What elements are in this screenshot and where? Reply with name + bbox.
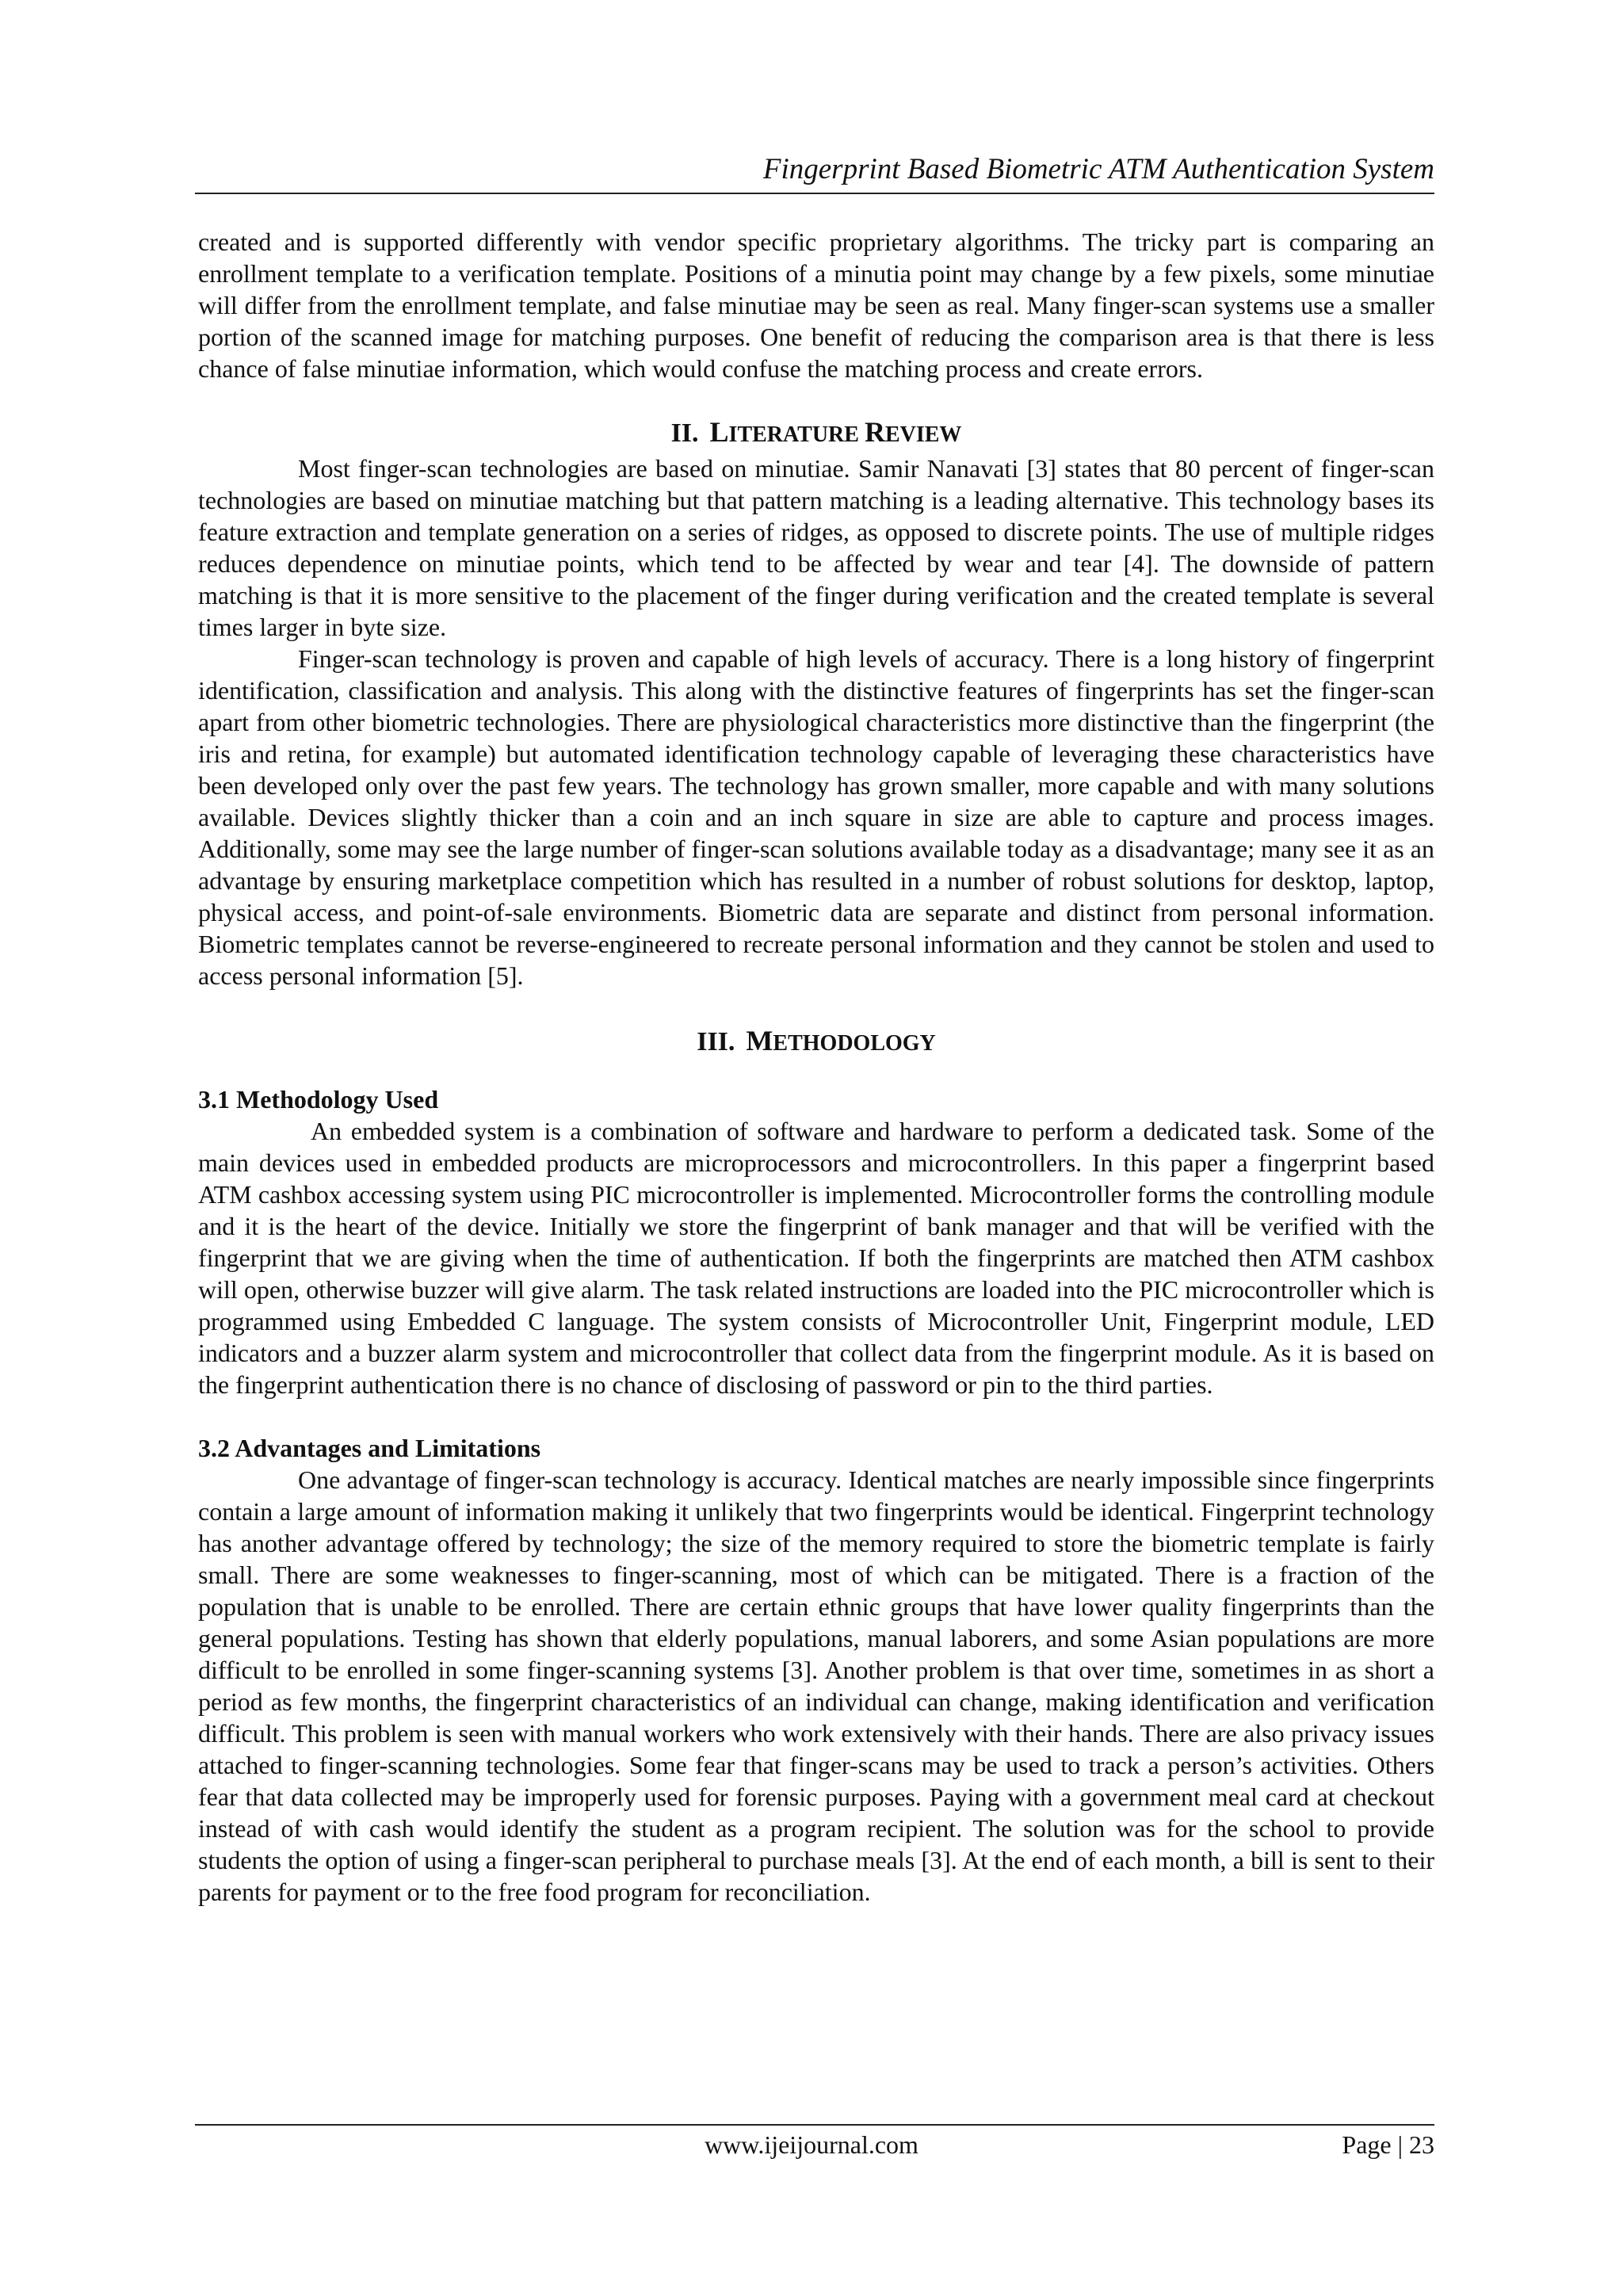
section-2-paragraph: Finger-scan technology is proven and capable of high levels of accuracy. There is a long history of fingerprint identification, classification and analysis. This along with the distinctive features of fingerprints has set the finger-scan apart from other biometric technologies. There are physiological characteristics more distinctive than the fingerprint (the iris and retina, for example) but automated identification technology capable of leveraging these characteristics have been developed only over the past few years. The technology has grown smaller, more capable and with many solutions available. Devices slightly thicker than a coin and an inch square in size are able to capture and process images. Additionally, some may see the large number of finger-scan solutions available today as a disadvantage; many see it as an advantage by ensuring marketplace competition which has resulted in a number of robust solutions for desktop, laptop, physical access, and point-of-sale environments. Biometric data are separate and distinct from personal information. Biometric templates cannot be reverse-engineered to recreate personal information and they cannot be stolen and used to access personal information [5]. — [198, 644, 1434, 990]
section-2-number: II. — [670, 418, 699, 448]
subsection-3-2-paragraph: One advantage of finger-scan technology is accuracy. Identical matches are nearly impossible since fingerprints contain a large amount of information making it unlikely that two fingerprints would be identical. Fingerprint technology has another advantage offered by technology; the size of the memory required to store the biometric template is fairly small. There are some weaknesses to finger-scanning, most of which can be mitigated. There is a fraction of the population that is unable to be enrolled. There are certain ethnic groups that have lower quality fingerprints than the general populations. Testing has shown that elderly populations, manual laborers, and some Asian populations are more difficult to be enrolled in some finger-scanning systems [3]. Another problem is that over time, sometimes in as short a period as few months, the fingerprint characteristics of an individual can change, making identification and verification difficult. This problem is seen with manual workers who work extensively with their hands. There are also privacy issues attached to finger-scanning technologies. Some fear that finger-scans may be used to track a person’s activities. Others fear that data collected may be improperly used for forensic purposes. Paying with a government meal card at checkout instead of with cash would identify the student as a program recipient. The solution was for the school to provide students the option of using a finger-scan peripheral to purchase meals [3]. At the end of each month, a bill is sent to their parents for payment or to the free food program for reconciliation. — [198, 1465, 1434, 1906]
section-2-heading: II. LITERATURE REVIEW — [670, 416, 962, 448]
body-column — [198, 226, 1434, 1908]
subsection-3-1-title: 3.1 Methodology Used — [198, 1085, 439, 1114]
section-3-number: III. — [697, 1027, 735, 1056]
section-2-paragraph: Most finger-scan technologies are based on minutiae. Samir Nanavati [3] states that 80 percent of finger-scan technologies are based on minutiae matching but that pattern matching is a leading alternative. This technology bases its feature extraction and template generation on a series of ridges, as opposed to discrete points. The use of multiple ridges reduces dependence on minutiae points, which tend to be affected by wear and tear [4]. The downside of pattern matching is that it is more sensitive to the placement of the finger during verification and the created template is several times larger in byte size. — [198, 454, 1434, 641]
footer-website: www.ijeijournal.com — [705, 2130, 918, 2159]
footer-rule — [195, 2124, 1434, 2126]
running-header-title: Fingerprint Based Biometric ATM Authentication System — [762, 153, 1434, 185]
header-rule — [195, 193, 1434, 194]
section-3-heading: III. METHODOLOGY — [697, 1025, 936, 1056]
subsection-3-2-title: 3.2 Advantages and Limitations — [198, 1434, 541, 1462]
footer-page-number: Page | 23 — [1342, 2130, 1434, 2159]
subsection-3-1-paragraph: An embedded system is a combination of software and hardware to perform a dedicated task. Some of the main devices used in embedded products are microprocessors and microcontrollers. In this paper a fingerprint based ATM cashbox accessing system using PIC microcontroller is implemented. Microcontroller forms the controlling module and it is the heart of the device. Initially we store the fingerprint of bank manager and that will be verified with the fingerprint that we are giving when the time of authentication. If both the fingerprints are matched then ATM cashbox will open, otherwise buzzer will give alarm. The task related instructions are loaded into the PIC microcontroller which is programmed using Embedded C language. The system consists of Microcontroller Unit, Fingerprint module, LED indicators and a buzzer alarm system and microcontroller that collect data from the fingerprint module. As it is based on the fingerprint authentication there is no chance of disclosing of password or pin to the third parties. — [198, 1117, 1434, 1399]
intro-paragraph: created and is supported differently with vendor specific proprietary algorithms. The tricky part is comparing an enrollment template to a verification template. Positions of a minutia point may change by a few pixels, some minutiae will differ from the enrollment template, and false minutiae may be seen as real. Many finger-scan systems use a smaller portion of the scanned image for matching purposes. One benefit of reducing the comparison area is that there is less chance of false minutiae information, which would confuse the matching process and create errors. — [198, 227, 1434, 383]
